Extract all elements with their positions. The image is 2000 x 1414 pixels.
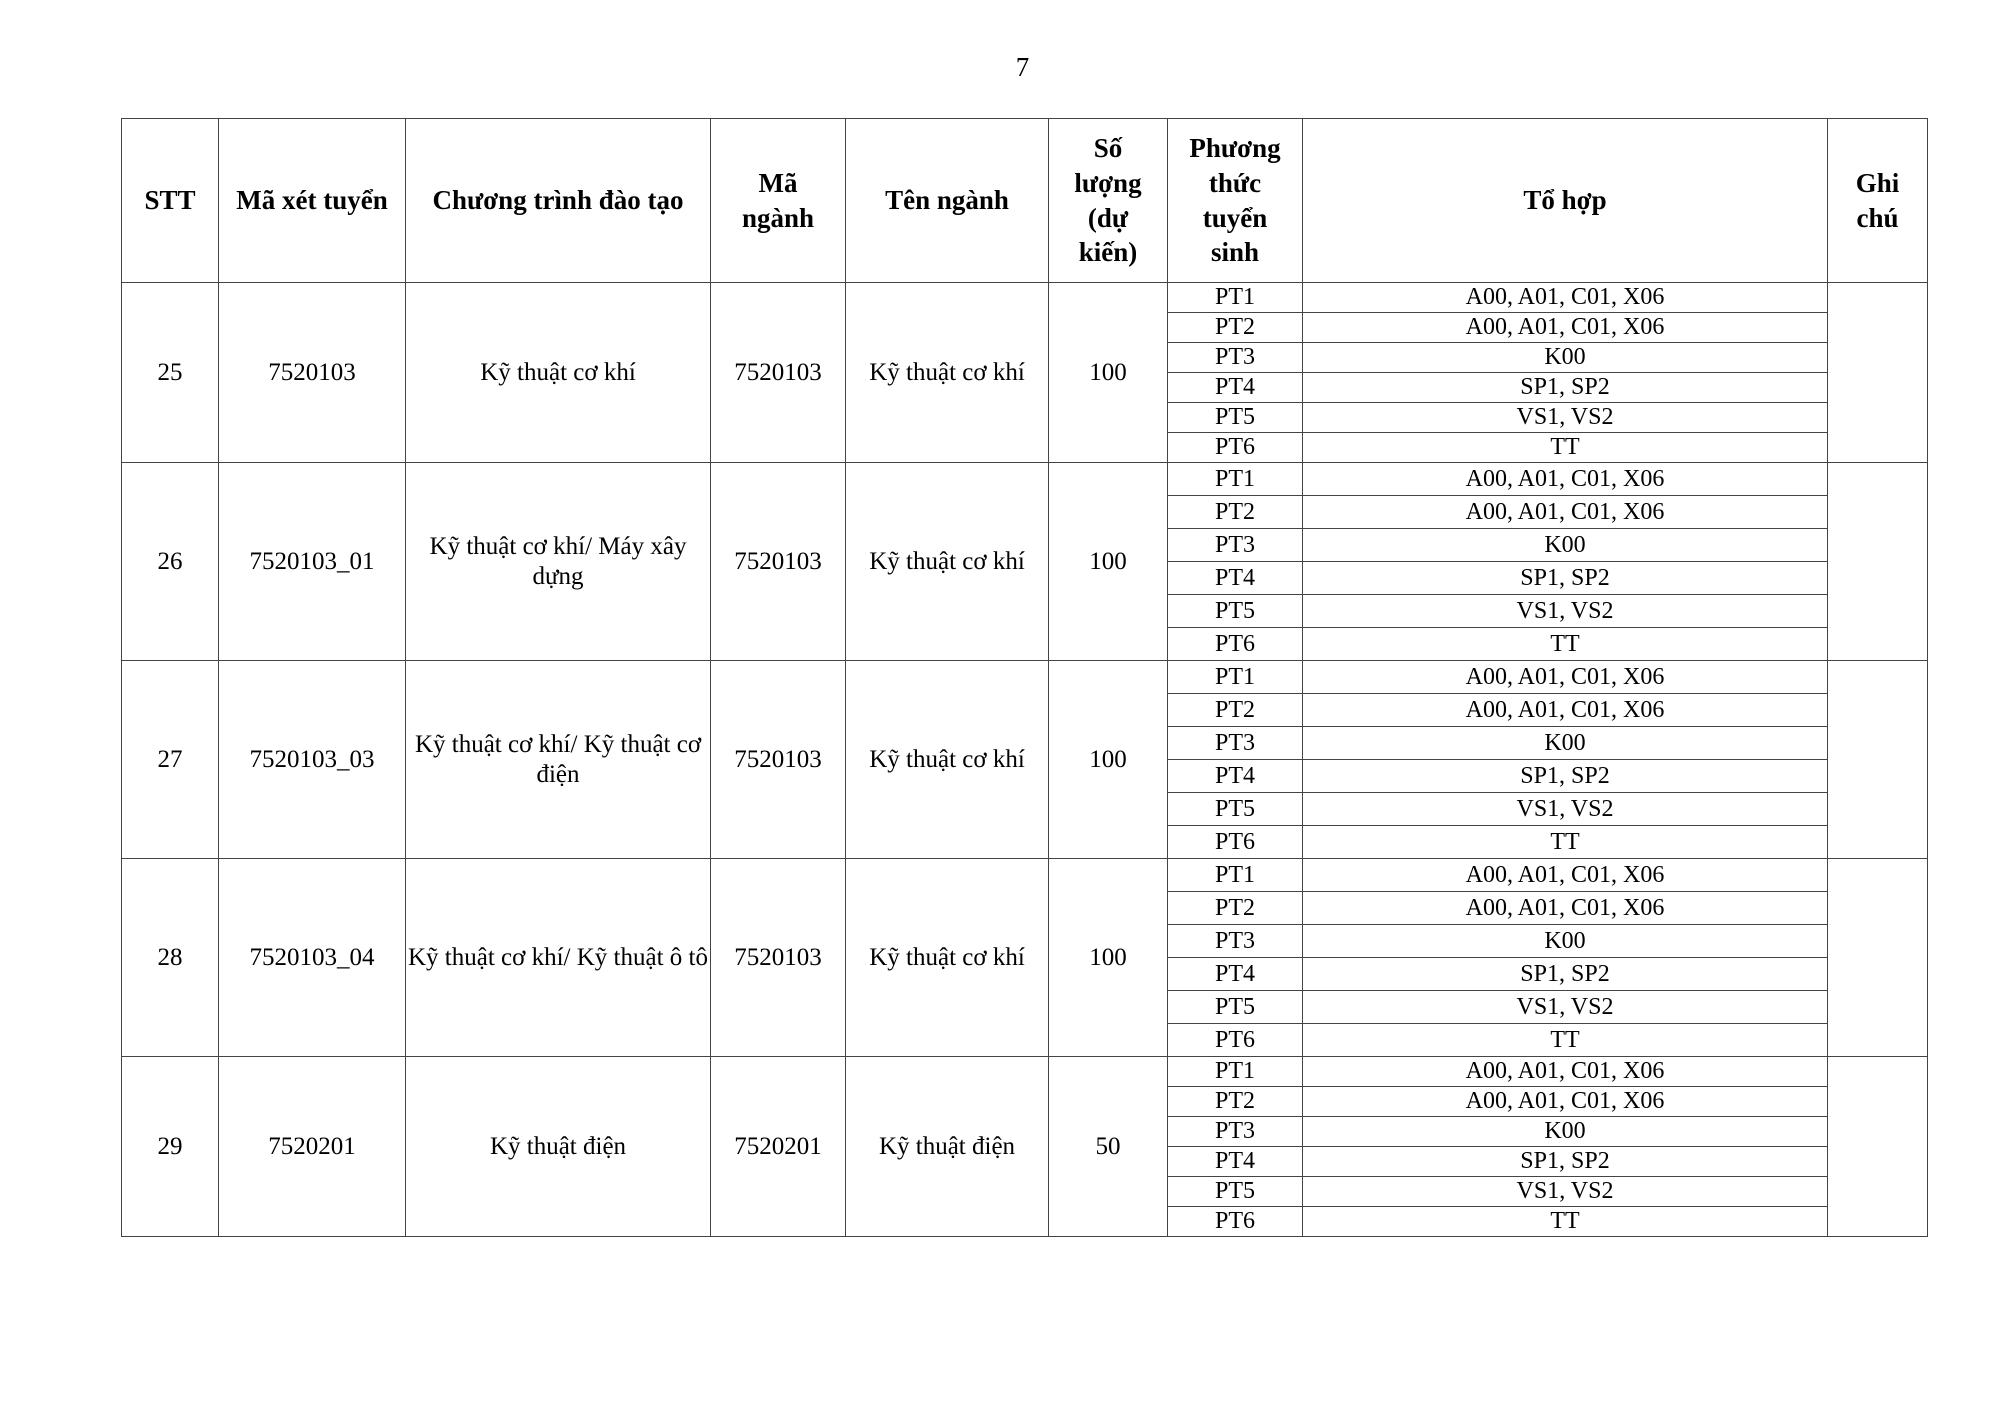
cell-phuong-thuc: PT5 [1168, 991, 1303, 1024]
cell-phuong-thuc: PT6 [1168, 826, 1303, 859]
cell-phuong-thuc: PT4 [1168, 760, 1303, 793]
cell-ten-nganh: Kỹ thuật cơ khí [846, 463, 1049, 661]
cell-phuong-thuc: PT4 [1168, 958, 1303, 991]
cell-phuong-thuc: PT1 [1168, 661, 1303, 694]
cell-to-hop: SP1, SP2 [1303, 1147, 1828, 1177]
cell-chuong-trinh: Kỹ thuật cơ khí/ Máy xây dựng [406, 463, 711, 661]
cell-to-hop: A00, A01, C01, X06 [1303, 661, 1828, 694]
cell-to-hop: A00, A01, C01, X06 [1303, 496, 1828, 529]
cell-phuong-thuc: PT5 [1168, 1177, 1303, 1207]
cell-to-hop: A00, A01, C01, X06 [1303, 892, 1828, 925]
cell-stt: 29 [122, 1057, 219, 1237]
cell-phuong-thuc: PT5 [1168, 793, 1303, 826]
cell-to-hop: K00 [1303, 727, 1828, 760]
table-row [122, 1057, 1928, 1087]
cell-phuong-thuc: PT3 [1168, 727, 1303, 760]
cell-phuong-thuc: PT3 [1168, 925, 1303, 958]
cell-ghi-chu [1828, 859, 1928, 1057]
cell-ma-xet-tuyen: 7520103 [219, 283, 406, 463]
cell-ma-xet-tuyen: 7520201 [219, 1057, 406, 1237]
cell-to-hop: VS1, VS2 [1303, 793, 1828, 826]
table-row [122, 859, 1928, 892]
header-so-luong: Số lượng (dự kiến) [1049, 119, 1168, 283]
cell-so-luong: 100 [1049, 463, 1168, 661]
cell-phuong-thuc: PT5 [1168, 403, 1303, 433]
cell-stt: 25 [122, 283, 219, 463]
cell-to-hop: K00 [1303, 925, 1828, 958]
cell-to-hop: A00, A01, C01, X06 [1303, 1057, 1828, 1087]
cell-to-hop: VS1, VS2 [1303, 991, 1828, 1024]
cell-so-luong: 50 [1049, 1057, 1168, 1237]
cell-phuong-thuc: PT2 [1168, 313, 1303, 343]
cell-ma-nganh: 7520103 [711, 859, 846, 1057]
cell-phuong-thuc: PT2 [1168, 694, 1303, 727]
cell-stt: 28 [122, 859, 219, 1057]
header-ghi-chu: Ghi chú [1828, 119, 1928, 283]
cell-so-luong: 100 [1049, 859, 1168, 1057]
header-ma-nganh: Mã ngành [711, 119, 846, 283]
cell-to-hop: TT [1303, 1024, 1828, 1057]
table-row [122, 283, 1928, 313]
cell-to-hop: K00 [1303, 529, 1828, 562]
cell-to-hop: SP1, SP2 [1303, 958, 1828, 991]
cell-phuong-thuc: PT2 [1168, 496, 1303, 529]
cell-stt: 26 [122, 463, 219, 661]
cell-phuong-thuc: PT6 [1168, 1207, 1303, 1237]
cell-ma-nganh: 7520201 [711, 1057, 846, 1237]
cell-to-hop: A00, A01, C01, X06 [1303, 859, 1828, 892]
cell-phuong-thuc: PT1 [1168, 859, 1303, 892]
table-row [122, 463, 1928, 496]
cell-to-hop: SP1, SP2 [1303, 373, 1828, 403]
cell-phuong-thuc: PT3 [1168, 1117, 1303, 1147]
cell-phuong-thuc: PT5 [1168, 595, 1303, 628]
cell-phuong-thuc: PT1 [1168, 463, 1303, 496]
cell-to-hop: TT [1303, 433, 1828, 463]
cell-chuong-trinh: Kỹ thuật cơ khí/ Kỹ thuật ô tô [406, 859, 711, 1057]
cell-to-hop: TT [1303, 826, 1828, 859]
cell-to-hop: A00, A01, C01, X06 [1303, 283, 1828, 313]
table-body [122, 283, 1928, 1237]
cell-stt: 27 [122, 661, 219, 859]
cell-phuong-thuc: PT4 [1168, 1147, 1303, 1177]
cell-phuong-thuc: PT4 [1168, 562, 1303, 595]
cell-to-hop: TT [1303, 1207, 1828, 1237]
cell-to-hop: A00, A01, C01, X06 [1303, 313, 1828, 343]
cell-phuong-thuc: PT1 [1168, 1057, 1303, 1087]
cell-to-hop: A00, A01, C01, X06 [1303, 1087, 1828, 1117]
admissions-table [121, 118, 1928, 1237]
cell-ten-nganh: Kỹ thuật cơ khí [846, 859, 1049, 1057]
cell-to-hop: VS1, VS2 [1303, 403, 1828, 433]
cell-to-hop: VS1, VS2 [1303, 595, 1828, 628]
cell-phuong-thuc: PT4 [1168, 373, 1303, 403]
cell-phuong-thuc: PT2 [1168, 1087, 1303, 1117]
cell-to-hop: A00, A01, C01, X06 [1303, 694, 1828, 727]
cell-chuong-trinh: Kỹ thuật cơ khí/ Kỹ thuật cơ điện [406, 661, 711, 859]
cell-ma-xet-tuyen: 7520103_01 [219, 463, 406, 661]
cell-ten-nganh: Kỹ thuật cơ khí [846, 661, 1049, 859]
header-ten-nganh: Tên ngành [846, 119, 1049, 283]
cell-ma-xet-tuyen: 7520103_03 [219, 661, 406, 859]
cell-chuong-trinh: Kỹ thuật điện [406, 1057, 711, 1237]
cell-so-luong: 100 [1049, 283, 1168, 463]
cell-to-hop: K00 [1303, 1117, 1828, 1147]
cell-ten-nganh: Kỹ thuật cơ khí [846, 283, 1049, 463]
cell-to-hop: K00 [1303, 343, 1828, 373]
cell-ghi-chu [1828, 1057, 1928, 1237]
cell-ghi-chu [1828, 283, 1928, 463]
header-to-hop: Tổ hợp [1303, 119, 1828, 283]
header-row [122, 119, 1928, 283]
header-ma-xet-tuyen: Mã xét tuyển [219, 119, 406, 283]
cell-ma-nganh: 7520103 [711, 463, 846, 661]
cell-ma-nganh: 7520103 [711, 283, 846, 463]
cell-phuong-thuc: PT3 [1168, 529, 1303, 562]
header-chuong-trinh: Chương trình đào tạo [406, 119, 711, 283]
cell-phuong-thuc: PT6 [1168, 628, 1303, 661]
header-phuong-thuc: Phương thức tuyển sinh [1168, 119, 1303, 283]
page-number: 7 [1015, 52, 1030, 82]
cell-chuong-trinh: Kỹ thuật cơ khí [406, 283, 711, 463]
cell-to-hop: SP1, SP2 [1303, 562, 1828, 595]
header-stt: STT [122, 119, 219, 283]
cell-so-luong: 100 [1049, 661, 1168, 859]
table-row [122, 661, 1928, 694]
cell-ma-nganh: 7520103 [711, 661, 846, 859]
cell-ghi-chu [1828, 463, 1928, 661]
cell-to-hop: TT [1303, 628, 1828, 661]
cell-phuong-thuc: PT1 [1168, 283, 1303, 313]
cell-ma-xet-tuyen: 7520103_04 [219, 859, 406, 1057]
cell-phuong-thuc: PT6 [1168, 1024, 1303, 1057]
cell-ghi-chu [1828, 661, 1928, 859]
cell-ten-nganh: Kỹ thuật điện [846, 1057, 1049, 1237]
cell-to-hop: VS1, VS2 [1303, 1177, 1828, 1207]
cell-to-hop: SP1, SP2 [1303, 760, 1828, 793]
cell-phuong-thuc: PT3 [1168, 343, 1303, 373]
cell-to-hop: A00, A01, C01, X06 [1303, 463, 1828, 496]
cell-phuong-thuc: PT2 [1168, 892, 1303, 925]
cell-phuong-thuc: PT6 [1168, 433, 1303, 463]
